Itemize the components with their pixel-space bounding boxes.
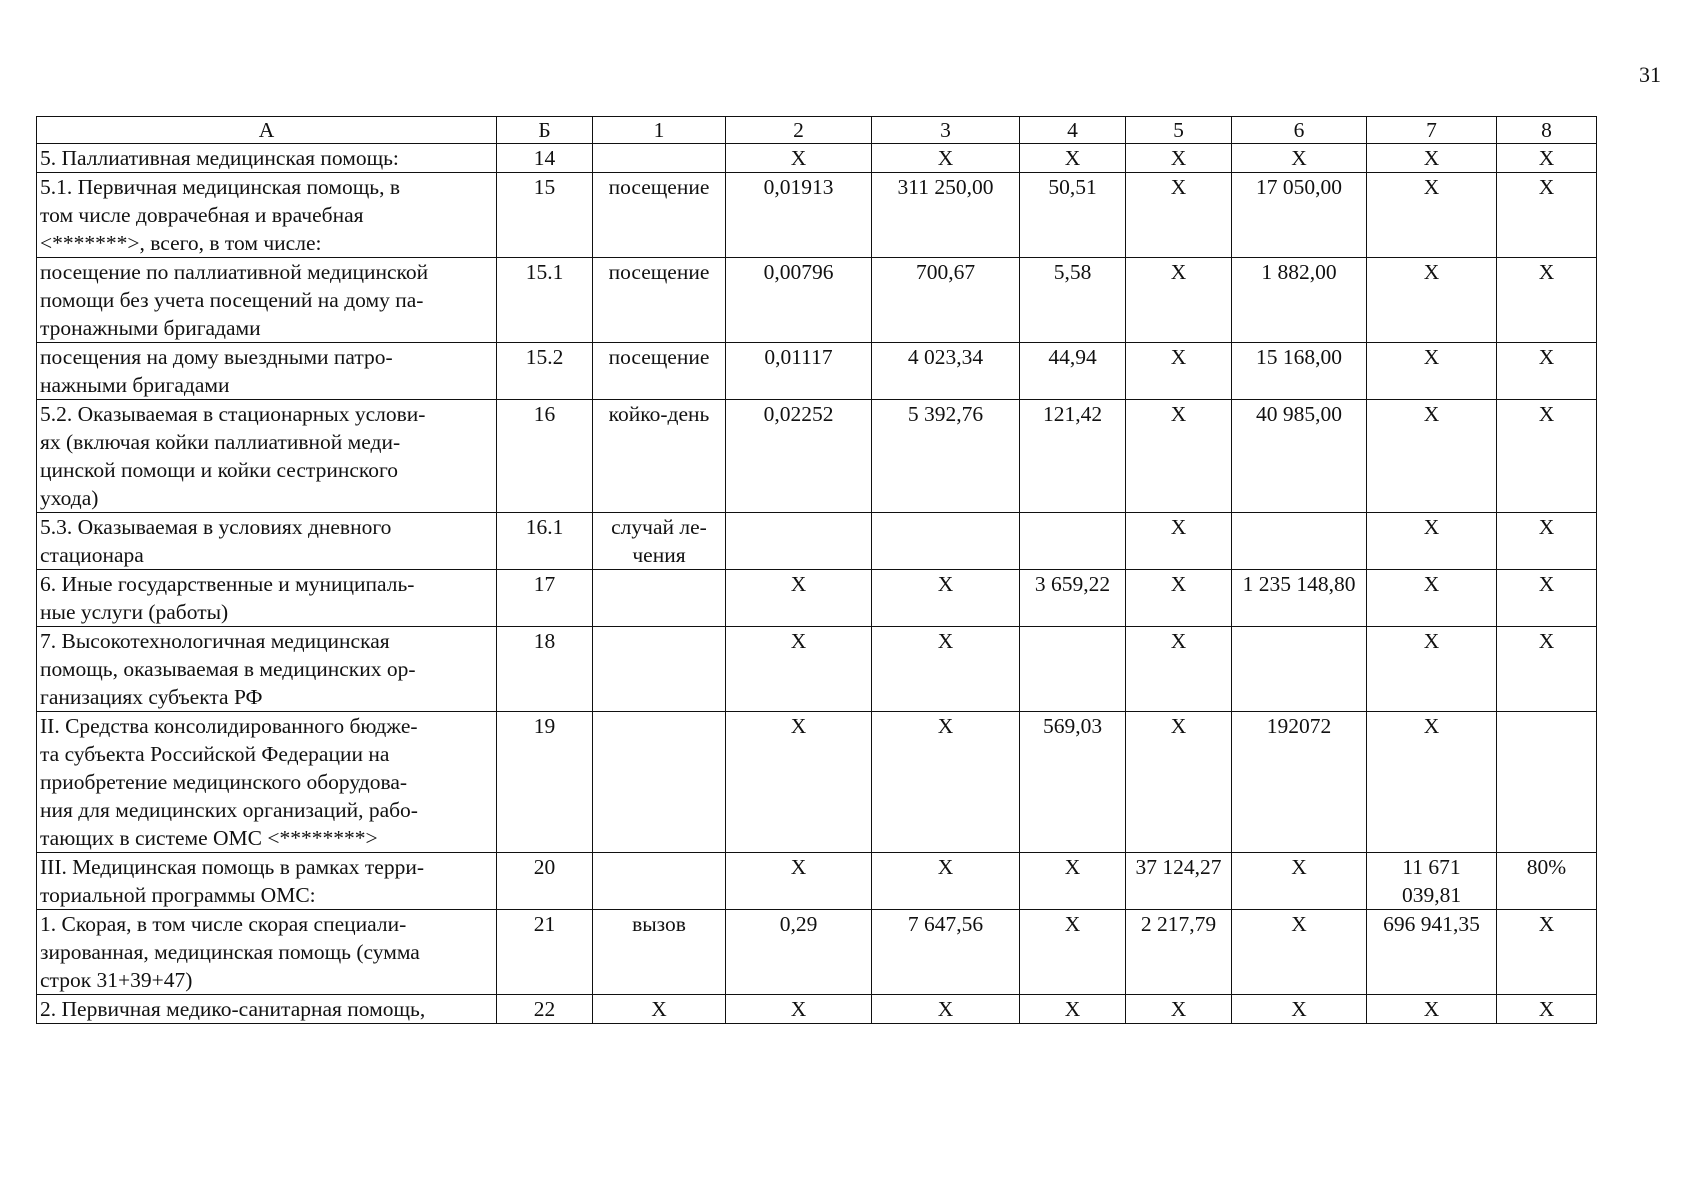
cell-col-6 xyxy=(1232,627,1367,712)
cell-text: 311 250,00 xyxy=(897,175,994,199)
cell-text: 2 217,79 xyxy=(1140,912,1217,936)
cell-text: 696 941,35 xyxy=(1383,912,1480,936)
cell-col-4 xyxy=(1020,513,1126,570)
cell-text: 1 235 148,80 xyxy=(1242,572,1356,596)
cell-text: Х xyxy=(1538,345,1555,369)
cell-col-a xyxy=(37,910,497,995)
cell-col-6 xyxy=(1232,513,1367,570)
table-row xyxy=(37,173,1597,258)
cell-text: Х xyxy=(1423,515,1440,539)
cell-text: Х xyxy=(1170,714,1187,738)
cell-col-7 xyxy=(1367,910,1497,995)
cell-col-8 xyxy=(1497,995,1597,1024)
cell-text: Х xyxy=(1538,997,1555,1021)
cell-text: Х xyxy=(1423,629,1440,653)
cell-text: 5. Паллиативная медицинская помощь: xyxy=(40,146,399,170)
cell-text: 121,42 xyxy=(1042,402,1103,426)
cell-col-4 xyxy=(1020,627,1126,712)
cell-text: Х xyxy=(1538,515,1555,539)
cell-text: Х xyxy=(1423,175,1440,199)
cell-col-b xyxy=(497,853,593,910)
cell-col-2 xyxy=(726,712,872,853)
cell-text: вызов xyxy=(632,912,686,936)
cell-col-1 xyxy=(593,343,726,400)
cell-text: Х xyxy=(937,997,954,1021)
cell-text: Х xyxy=(1291,912,1307,936)
cell-text: Х xyxy=(651,997,667,1021)
cell-col-b xyxy=(497,173,593,258)
table-row xyxy=(37,627,1597,712)
cell-col-7 xyxy=(1367,853,1497,910)
cell-col-b xyxy=(497,712,593,853)
cell-col-3 xyxy=(872,144,1020,173)
cell-col-a xyxy=(37,712,497,853)
cell-text: Х xyxy=(1064,997,1081,1021)
cell-col-6 xyxy=(1232,258,1367,343)
cell-col-b xyxy=(497,513,593,570)
cell-col-4 xyxy=(1020,853,1126,910)
cell-col-8 xyxy=(1497,627,1597,712)
cell-col-5 xyxy=(1126,343,1232,400)
cell-text: Х xyxy=(1170,175,1187,199)
cell-col-7 xyxy=(1367,570,1497,627)
cell-col-6 xyxy=(1232,343,1367,400)
cell-text: Х xyxy=(1064,855,1081,879)
cell-text: Х xyxy=(1170,402,1187,426)
cell-text: Х xyxy=(1538,402,1555,426)
cell-col-a xyxy=(37,343,497,400)
cell-text: Х xyxy=(1423,714,1440,738)
cell-col-7 xyxy=(1367,400,1497,513)
table-row xyxy=(37,853,1597,910)
cell-col-1 xyxy=(593,712,726,853)
cell-text: Х xyxy=(790,146,807,170)
cell-col-a xyxy=(37,258,497,343)
cell-text: Х xyxy=(1423,402,1440,426)
cell-text: Х xyxy=(1170,629,1187,653)
cell-col-6 xyxy=(1232,853,1367,910)
cell-col-2 xyxy=(726,570,872,627)
cell-col-b xyxy=(497,995,593,1024)
cell-text: Х xyxy=(1538,572,1555,596)
column-header-a: А xyxy=(37,117,497,144)
cell-text: Х xyxy=(1170,146,1187,170)
cell-text: 20 xyxy=(533,855,556,879)
cell-col-2 xyxy=(726,627,872,712)
cell-text: 5.3. Оказываемая в условиях дневного стационара xyxy=(40,515,392,567)
cell-col-6 xyxy=(1232,144,1367,173)
cell-text: Х xyxy=(1423,997,1440,1021)
cell-col-3 xyxy=(872,853,1020,910)
cell-text: 0,01117 xyxy=(764,345,833,369)
cell-col-b xyxy=(497,400,593,513)
cell-col-6 xyxy=(1232,400,1367,513)
cell-text: Х xyxy=(937,629,954,653)
column-header-1: 1 xyxy=(593,117,726,144)
table-body xyxy=(37,144,1597,1024)
cell-text: Х xyxy=(1423,345,1440,369)
cell-col-1 xyxy=(593,400,726,513)
cell-text: Х xyxy=(1170,572,1187,596)
cell-col-3 xyxy=(872,627,1020,712)
cell-text: 7 647,56 xyxy=(907,912,984,936)
table-row xyxy=(37,910,1597,995)
cell-col-8 xyxy=(1497,173,1597,258)
cell-text: посещение xyxy=(608,345,710,369)
cell-text: Х xyxy=(1064,146,1081,170)
cell-col-7 xyxy=(1367,712,1497,853)
cell-col-6 xyxy=(1232,995,1367,1024)
table-row xyxy=(37,258,1597,343)
cell-text: 15 xyxy=(533,175,556,199)
cell-text: Х xyxy=(1423,572,1440,596)
cell-col-8 xyxy=(1497,144,1597,173)
cell-text: койко-день xyxy=(608,402,710,426)
cell-text: 15.2 xyxy=(525,345,564,369)
cell-text: Х xyxy=(1170,260,1187,284)
cell-text: 5,58 xyxy=(1053,260,1092,284)
cell-text: Х xyxy=(1291,146,1307,170)
column-header-6: 6 xyxy=(1232,117,1367,144)
cell-text: 700,67 xyxy=(915,260,976,284)
cell-col-5 xyxy=(1126,853,1232,910)
cell-col-a xyxy=(37,853,497,910)
cell-col-1 xyxy=(593,144,726,173)
column-header-4: 4 xyxy=(1020,117,1126,144)
column-header-5: 5 xyxy=(1126,117,1232,144)
cell-col-5 xyxy=(1126,400,1232,513)
cell-col-5 xyxy=(1126,712,1232,853)
cell-text: 44,94 xyxy=(1048,345,1097,369)
cell-text: Х xyxy=(1170,997,1187,1021)
cell-col-1 xyxy=(593,173,726,258)
cell-text: 37 124,27 xyxy=(1135,855,1222,879)
cell-text: II. Средства консолидированного бюдже- та субъекта Российской Федерации на приобретение медицинского оборудова- ния для медицинских организаций, рабо- тающих в системе ОМС <********> xyxy=(40,714,418,850)
cell-col-3 xyxy=(872,910,1020,995)
cell-col-1 xyxy=(593,627,726,712)
cell-col-2 xyxy=(726,513,872,570)
cell-text: Х xyxy=(790,572,807,596)
cell-col-7 xyxy=(1367,258,1497,343)
cell-text: Х xyxy=(1291,855,1307,879)
cell-text: 50,51 xyxy=(1048,175,1097,199)
cell-text: 1. Скорая, в том числе скорая специали- зированная, медицинская помощь (сумма строк 31+39+47) xyxy=(40,912,420,992)
cell-text: Х xyxy=(790,855,807,879)
cell-text: Х xyxy=(937,855,954,879)
cell-text: 18 xyxy=(533,629,556,653)
cell-col-a xyxy=(37,627,497,712)
cell-col-6 xyxy=(1232,712,1367,853)
cell-text: Х xyxy=(1170,515,1187,539)
cell-text: 22 xyxy=(533,997,556,1021)
table-row xyxy=(37,343,1597,400)
cell-col-7 xyxy=(1367,343,1497,400)
cell-text: 0,01913 xyxy=(763,175,834,199)
cell-col-4 xyxy=(1020,910,1126,995)
cell-col-a xyxy=(37,513,497,570)
cell-col-4 xyxy=(1020,258,1126,343)
cell-col-b xyxy=(497,627,593,712)
table-row xyxy=(37,144,1597,173)
table-row xyxy=(37,570,1597,627)
cell-text: 15 168,00 xyxy=(1256,345,1342,369)
cell-col-2 xyxy=(726,343,872,400)
cell-col-3 xyxy=(872,570,1020,627)
cell-text: Х xyxy=(1538,175,1555,199)
cell-col-b xyxy=(497,343,593,400)
cell-text: 80% xyxy=(1526,855,1567,879)
cell-col-1 xyxy=(593,258,726,343)
cell-col-1 xyxy=(593,910,726,995)
cell-col-7 xyxy=(1367,173,1497,258)
column-header-row xyxy=(37,117,1597,144)
cell-col-a xyxy=(37,995,497,1024)
cell-text: посещение по паллиативной медицинской помощи без учета посещений на дому па- тронажными бригадами xyxy=(40,260,429,340)
cell-col-b xyxy=(497,910,593,995)
cell-text: 192072 xyxy=(1266,714,1332,738)
cell-col-5 xyxy=(1126,173,1232,258)
cell-text: Х xyxy=(1538,629,1555,653)
cell-text: Х xyxy=(1423,146,1440,170)
financing-table xyxy=(36,116,1597,1024)
cell-col-3 xyxy=(872,343,1020,400)
cell-text: посещения на дому выездными патро- нажными бригадами xyxy=(40,345,393,397)
cell-col-6 xyxy=(1232,173,1367,258)
column-header-2: 2 xyxy=(726,117,872,144)
cell-text: Х xyxy=(790,629,807,653)
cell-col-b xyxy=(497,258,593,343)
cell-col-a xyxy=(37,400,497,513)
cell-col-4 xyxy=(1020,995,1126,1024)
cell-col-4 xyxy=(1020,343,1126,400)
cell-text: Х xyxy=(937,714,954,738)
cell-text: Х xyxy=(1423,260,1440,284)
table-row xyxy=(37,513,1597,570)
cell-col-b xyxy=(497,144,593,173)
table-row xyxy=(37,712,1597,853)
cell-text: 0,29 xyxy=(779,912,818,936)
cell-col-3 xyxy=(872,712,1020,853)
cell-text: 0,02252 xyxy=(763,402,834,426)
cell-col-5 xyxy=(1126,513,1232,570)
cell-text: 6. Иные государственные и муниципаль- ные услуги (работы) xyxy=(40,572,415,624)
cell-col-4 xyxy=(1020,400,1126,513)
cell-text: 7. Высокотехнологичная медицинская помощь, оказываемая в медицинских ор- ганизациях субъекта РФ xyxy=(40,629,416,709)
cell-col-3 xyxy=(872,995,1020,1024)
cell-text: Х xyxy=(1538,260,1555,284)
cell-text: 14 xyxy=(533,146,556,170)
cell-text: случай ле- чения xyxy=(611,515,707,567)
cell-col-4 xyxy=(1020,173,1126,258)
cell-col-8 xyxy=(1497,513,1597,570)
cell-text: 569,03 xyxy=(1042,714,1103,738)
cell-text: 5 392,76 xyxy=(907,402,984,426)
cell-col-1 xyxy=(593,853,726,910)
cell-col-2 xyxy=(726,853,872,910)
cell-col-3 xyxy=(872,258,1020,343)
column-header-3: 3 xyxy=(872,117,1020,144)
cell-col-5 xyxy=(1126,570,1232,627)
cell-col-1 xyxy=(593,570,726,627)
cell-text: посещение xyxy=(608,260,710,284)
cell-col-1 xyxy=(593,995,726,1024)
cell-text: 11 671 039,81 xyxy=(1401,855,1462,907)
cell-text: 21 xyxy=(533,912,556,936)
cell-col-2 xyxy=(726,400,872,513)
cell-text: 0,00796 xyxy=(763,260,834,284)
cell-col-6 xyxy=(1232,570,1367,627)
cell-text: 4 023,34 xyxy=(907,345,984,369)
cell-text: Х xyxy=(1538,912,1555,936)
cell-text: Х xyxy=(790,997,807,1021)
cell-text: Х xyxy=(1291,997,1307,1021)
cell-text: 17 050,00 xyxy=(1256,175,1342,199)
cell-text: Х xyxy=(1170,345,1187,369)
cell-text: III. Медицинская помощь в рамках терри- ториальной программы ОМС: xyxy=(40,855,425,907)
cell-col-2 xyxy=(726,910,872,995)
cell-col-2 xyxy=(726,995,872,1024)
cell-text: Х xyxy=(937,572,954,596)
cell-col-a xyxy=(37,144,497,173)
cell-col-7 xyxy=(1367,513,1497,570)
cell-col-8 xyxy=(1497,910,1597,995)
cell-col-a xyxy=(37,570,497,627)
page-number: 31 xyxy=(1639,62,1661,87)
cell-col-8 xyxy=(1497,853,1597,910)
table-row xyxy=(37,400,1597,513)
cell-text: 17 xyxy=(533,572,556,596)
cell-col-5 xyxy=(1126,627,1232,712)
cell-text: 2. Первичная медико-санитарная помощь, xyxy=(40,997,426,1021)
column-header-b: Б xyxy=(497,117,593,144)
cell-col-5 xyxy=(1126,144,1232,173)
cell-text: Х xyxy=(1538,146,1555,170)
cell-text: 15.1 xyxy=(525,260,564,284)
cell-text: 5.1. Первичная медицинская помощь, в том числе доврачебная и врачебная <*******>, всего, в том числе: xyxy=(40,175,400,255)
cell-col-4 xyxy=(1020,144,1126,173)
cell-col-b xyxy=(497,570,593,627)
cell-col-8 xyxy=(1497,258,1597,343)
cell-col-7 xyxy=(1367,995,1497,1024)
cell-col-7 xyxy=(1367,144,1497,173)
table-row xyxy=(37,995,1597,1024)
cell-col-2 xyxy=(726,173,872,258)
cell-text: 40 985,00 xyxy=(1256,402,1342,426)
cell-col-7 xyxy=(1367,627,1497,712)
cell-col-a xyxy=(37,173,497,258)
cell-col-8 xyxy=(1497,712,1597,853)
cell-col-4 xyxy=(1020,570,1126,627)
cell-col-8 xyxy=(1497,343,1597,400)
cell-col-6 xyxy=(1232,910,1367,995)
cell-col-4 xyxy=(1020,712,1126,853)
cell-col-1 xyxy=(593,513,726,570)
cell-col-2 xyxy=(726,258,872,343)
cell-text: Х xyxy=(790,714,807,738)
cell-text: 16.1 xyxy=(525,515,564,539)
cell-col-8 xyxy=(1497,570,1597,627)
cell-col-8 xyxy=(1497,400,1597,513)
cell-text: 3 659,22 xyxy=(1034,572,1111,596)
cell-col-5 xyxy=(1126,258,1232,343)
cell-text: 19 xyxy=(533,714,556,738)
cell-text: Х xyxy=(1064,912,1081,936)
cell-col-5 xyxy=(1126,995,1232,1024)
column-header-7: 7 xyxy=(1367,117,1497,144)
cell-text: 5.2. Оказываемая в стационарных услови- ях (включая койки паллиативной меди- цинской помощи и койки сестринского ухода) xyxy=(40,402,426,510)
cell-col-5 xyxy=(1126,910,1232,995)
cell-col-3 xyxy=(872,173,1020,258)
cell-col-3 xyxy=(872,513,1020,570)
cell-text: 16 xyxy=(533,402,556,426)
cell-text: посещение xyxy=(608,175,710,199)
column-header-8: 8 xyxy=(1497,117,1597,144)
cell-col-3 xyxy=(872,400,1020,513)
cell-col-2 xyxy=(726,144,872,173)
cell-text: 1 882,00 xyxy=(1261,260,1337,284)
cell-text: Х xyxy=(937,146,954,170)
